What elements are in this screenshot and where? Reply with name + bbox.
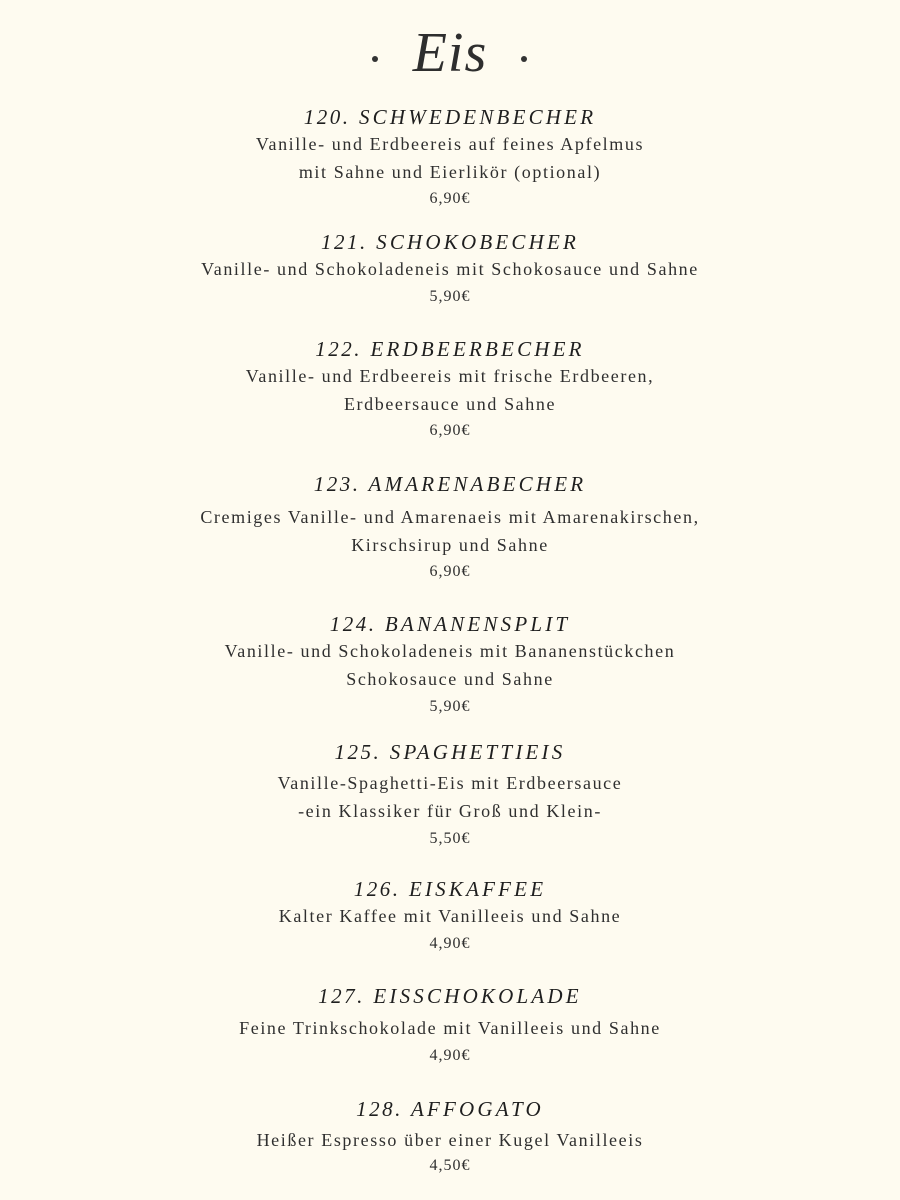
menu-item-name: SCHWEDENBECHER xyxy=(358,105,597,129)
menu-item-name: EISKAFFEE xyxy=(408,877,547,901)
menu-item xyxy=(0,229,900,308)
menu-item-name: SCHOKOBECHER xyxy=(376,230,580,254)
menu-item-name: AFFOGATO xyxy=(410,1097,544,1121)
menu-item xyxy=(0,611,900,718)
menu-item-description: Heißer Espresso über einer Kugel Vanilleeis xyxy=(256,1130,644,1150)
menu-item-description: Vanille- und Schokoladeneis mit Bananenstückchen xyxy=(224,641,676,661)
menu-item-heading xyxy=(0,739,900,765)
menu-item-heading xyxy=(0,104,900,130)
menu-item-name: AMARENABECHER xyxy=(368,472,587,496)
menu-item-price: 4,50€ xyxy=(429,1157,471,1174)
menu-item-description: mit Sahne und Eierlikör (optional) xyxy=(298,162,602,182)
menu-item xyxy=(0,1096,900,1177)
menu-item-description: Kirschsirup und Sahne xyxy=(351,535,549,555)
menu-item xyxy=(0,876,900,955)
menu-item-price: 6,90€ xyxy=(429,190,471,207)
menu-item-price: 5,50€ xyxy=(429,830,471,847)
menu-item-heading xyxy=(0,876,900,902)
menu-item xyxy=(0,983,900,1067)
menu-item-price: 6,90€ xyxy=(429,563,471,580)
menu-item-description: Feine Trinkschokolade mit Vanilleeis und Sahne xyxy=(239,1018,661,1038)
menu-item-name: BANANENSPLIT xyxy=(384,612,571,636)
menu-item-heading xyxy=(0,1096,900,1122)
menu-item-number: 121. xyxy=(320,230,368,254)
menu-item-price: 4,90€ xyxy=(429,935,471,952)
menu-title-row xyxy=(0,18,900,88)
menu-item-description: Vanille-Spaghetti-Eis mit Erdbeersauce xyxy=(277,773,623,793)
title-dot-left xyxy=(372,56,378,62)
menu-item-description: Erdbeersauce und Sahne xyxy=(343,394,557,414)
menu-item-description: -ein Klassiker für Groß und Klein- xyxy=(298,801,602,821)
menu-item xyxy=(0,104,900,210)
menu-item-number: 125. xyxy=(334,740,382,764)
menu-item-number: 126. xyxy=(353,877,401,901)
menu-item-heading xyxy=(0,611,900,637)
menu-item xyxy=(0,471,900,583)
menu-item-number: 120. xyxy=(303,105,351,129)
menu-item-number: 128. xyxy=(356,1097,403,1121)
menu-item-name: SPAGHETTIEIS xyxy=(389,740,566,764)
menu-item-description: Schokosauce und Sahne xyxy=(346,669,554,689)
menu-item-name: EISSCHOKOLADE xyxy=(373,984,582,1008)
menu-item-number: 123. xyxy=(313,472,361,496)
menu-item-price: 4,90€ xyxy=(429,1047,471,1064)
menu-item-heading xyxy=(0,983,900,1009)
menu-item-number: 124. xyxy=(329,612,377,636)
menu-item-description: Vanille- und Erdbeereis mit frische Erdbeeren, xyxy=(245,366,655,386)
menu-item xyxy=(0,336,900,442)
menu-item-heading xyxy=(0,336,900,362)
menu-title: Eis xyxy=(412,22,488,84)
title-dot-right xyxy=(521,56,527,62)
menu-item-heading xyxy=(0,229,900,255)
menu-item-number: 122. xyxy=(315,337,363,361)
menu-item-price: 6,90€ xyxy=(429,422,471,439)
menu-item-price: 5,90€ xyxy=(429,698,471,715)
menu-item-price: 5,90€ xyxy=(429,288,471,305)
menu-item-description: Kalter Kaffee mit Vanilleeis und Sahne xyxy=(278,906,622,926)
menu-item-heading xyxy=(0,471,900,497)
menu-item-name: ERDBEERBECHER xyxy=(370,337,585,361)
menu-item-description: Cremiges Vanille- und Amarenaeis mit Amarenakirschen, xyxy=(200,507,700,527)
menu-item-description: Vanille- und Schokoladeneis mit Schokosauce und Sahne xyxy=(201,259,699,279)
menu-item-description: Vanille- und Erdbeereis auf feines Apfelmus xyxy=(255,134,645,154)
menu-item-number: 127. xyxy=(318,984,365,1008)
menu-item xyxy=(0,739,900,850)
